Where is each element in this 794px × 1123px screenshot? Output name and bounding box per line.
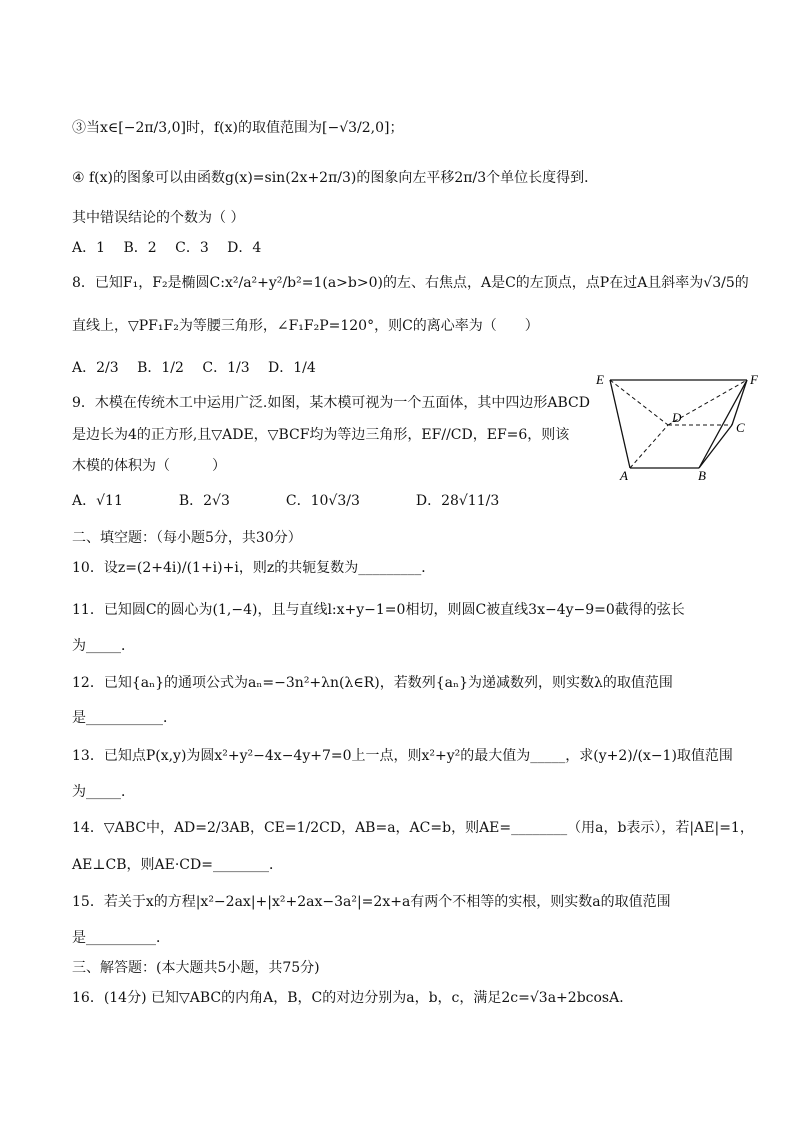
question-15-line2: 是__________． <box>72 930 170 946</box>
question-8-options: A．2/3 B．1/2 C．1/3 D．1/4 <box>72 360 316 376</box>
question-9-line2: 是边长为4的正方形,且▽ADE，▽BCF均为等边三角形，EF//CD，EF=6，则该 <box>72 427 570 443</box>
question-14-line1: 14．▽ABC中，AD=2/3AB，CE=1/2CD，AB=a，AC=b，则AE=________（用a，b表示），若|AE|=1， <box>72 820 754 836</box>
label-D: D <box>672 410 682 425</box>
question-11-line1: 11．已知圆C的圆心为(1,−4)，且与直线l:x+y−1=0相切，则圆C被直线3x−4y−9=0截得的弦长 <box>72 602 685 618</box>
label-C: C <box>736 420 745 435</box>
question-13-line1: 13．已知点P(x,y)为圆x²+y²−4x−4y+7=0上一点，则x²+y²的最大值为_____，求(y+2)/(x−1)取值范围 <box>72 748 733 764</box>
label-A: A <box>620 468 628 482</box>
label-E: E <box>596 372 604 387</box>
label-F: F <box>750 372 758 387</box>
question-15-line1: 15．若关于x的方程|x²−2ax|+|x²+2ax−3a²|=2x+a有两个不相等的实根，则实数a的取值范围 <box>72 894 671 910</box>
item-3: ③当x∈[−2π/3,0]时，f(x)的取值范围为[−√3/2,0]； <box>72 120 404 136</box>
label-B: B <box>698 468 706 482</box>
question-9-options: A．√11 B．2√3 C．10√3/3 D．28√11/3 <box>72 493 500 509</box>
question-7-options: A．1 B．2 C．3 D．4 <box>72 240 262 256</box>
question-8-line1: 8．已知F₁，F₂是椭圆C:x²/a²+y²/b²=1(a>b>0)的左、右焦点，A是C的左顶点，点P在过A且斜率为√3/5的 <box>72 275 749 291</box>
question-12-line2: 是___________． <box>72 710 177 726</box>
question-16: 16．(14分) 已知▽ABC的内角A，B，C的对边分别为a，b，c，满足2c=√3a+2bcosA． <box>72 990 634 1006</box>
pentahedron-figure <box>592 370 767 482</box>
section-2-heading: 二、填空题：（每小题5分，共30分） <box>72 530 302 546</box>
question-9-line1: 9．木模在传统木工中运用广泛.如图，某木模可视为一个五面体，其中四边形ABCD <box>72 395 590 411</box>
section-3-heading: 三、解答题：(本大题共5小题，共75分) <box>72 960 320 976</box>
question-8-line2: 直线上，▽PF₁F₂为等腰三角形，∠F₁F₂P=120°，则C的离心率为（ ） <box>72 318 539 334</box>
item-4: ④ f(x)的图象可以由函数g(x)=sin(2x+2π/3)的图象向左平移2π/3个单位长度得到． <box>72 170 599 186</box>
question-10: 10．设z=(2+4i)/(1+i)+i，则z的共轭复数为_________． <box>72 560 436 576</box>
question-9-line3: 木模的体积为（ ） <box>72 458 226 474</box>
question-13-line2: 为_____． <box>72 784 135 800</box>
question-7-prompt: 其中错误结论的个数为（ ） <box>72 210 245 226</box>
question-14-line2: AE⊥CB，则AE·CD=________． <box>72 857 283 873</box>
question-12-line1: 12．已知{aₙ}的通项公式为aₙ=−3n²+λn(λ∈R)，若数列{aₙ}为递减数列，则实数λ的取值范围 <box>72 675 673 691</box>
question-11-line2: 为_____． <box>72 638 135 654</box>
